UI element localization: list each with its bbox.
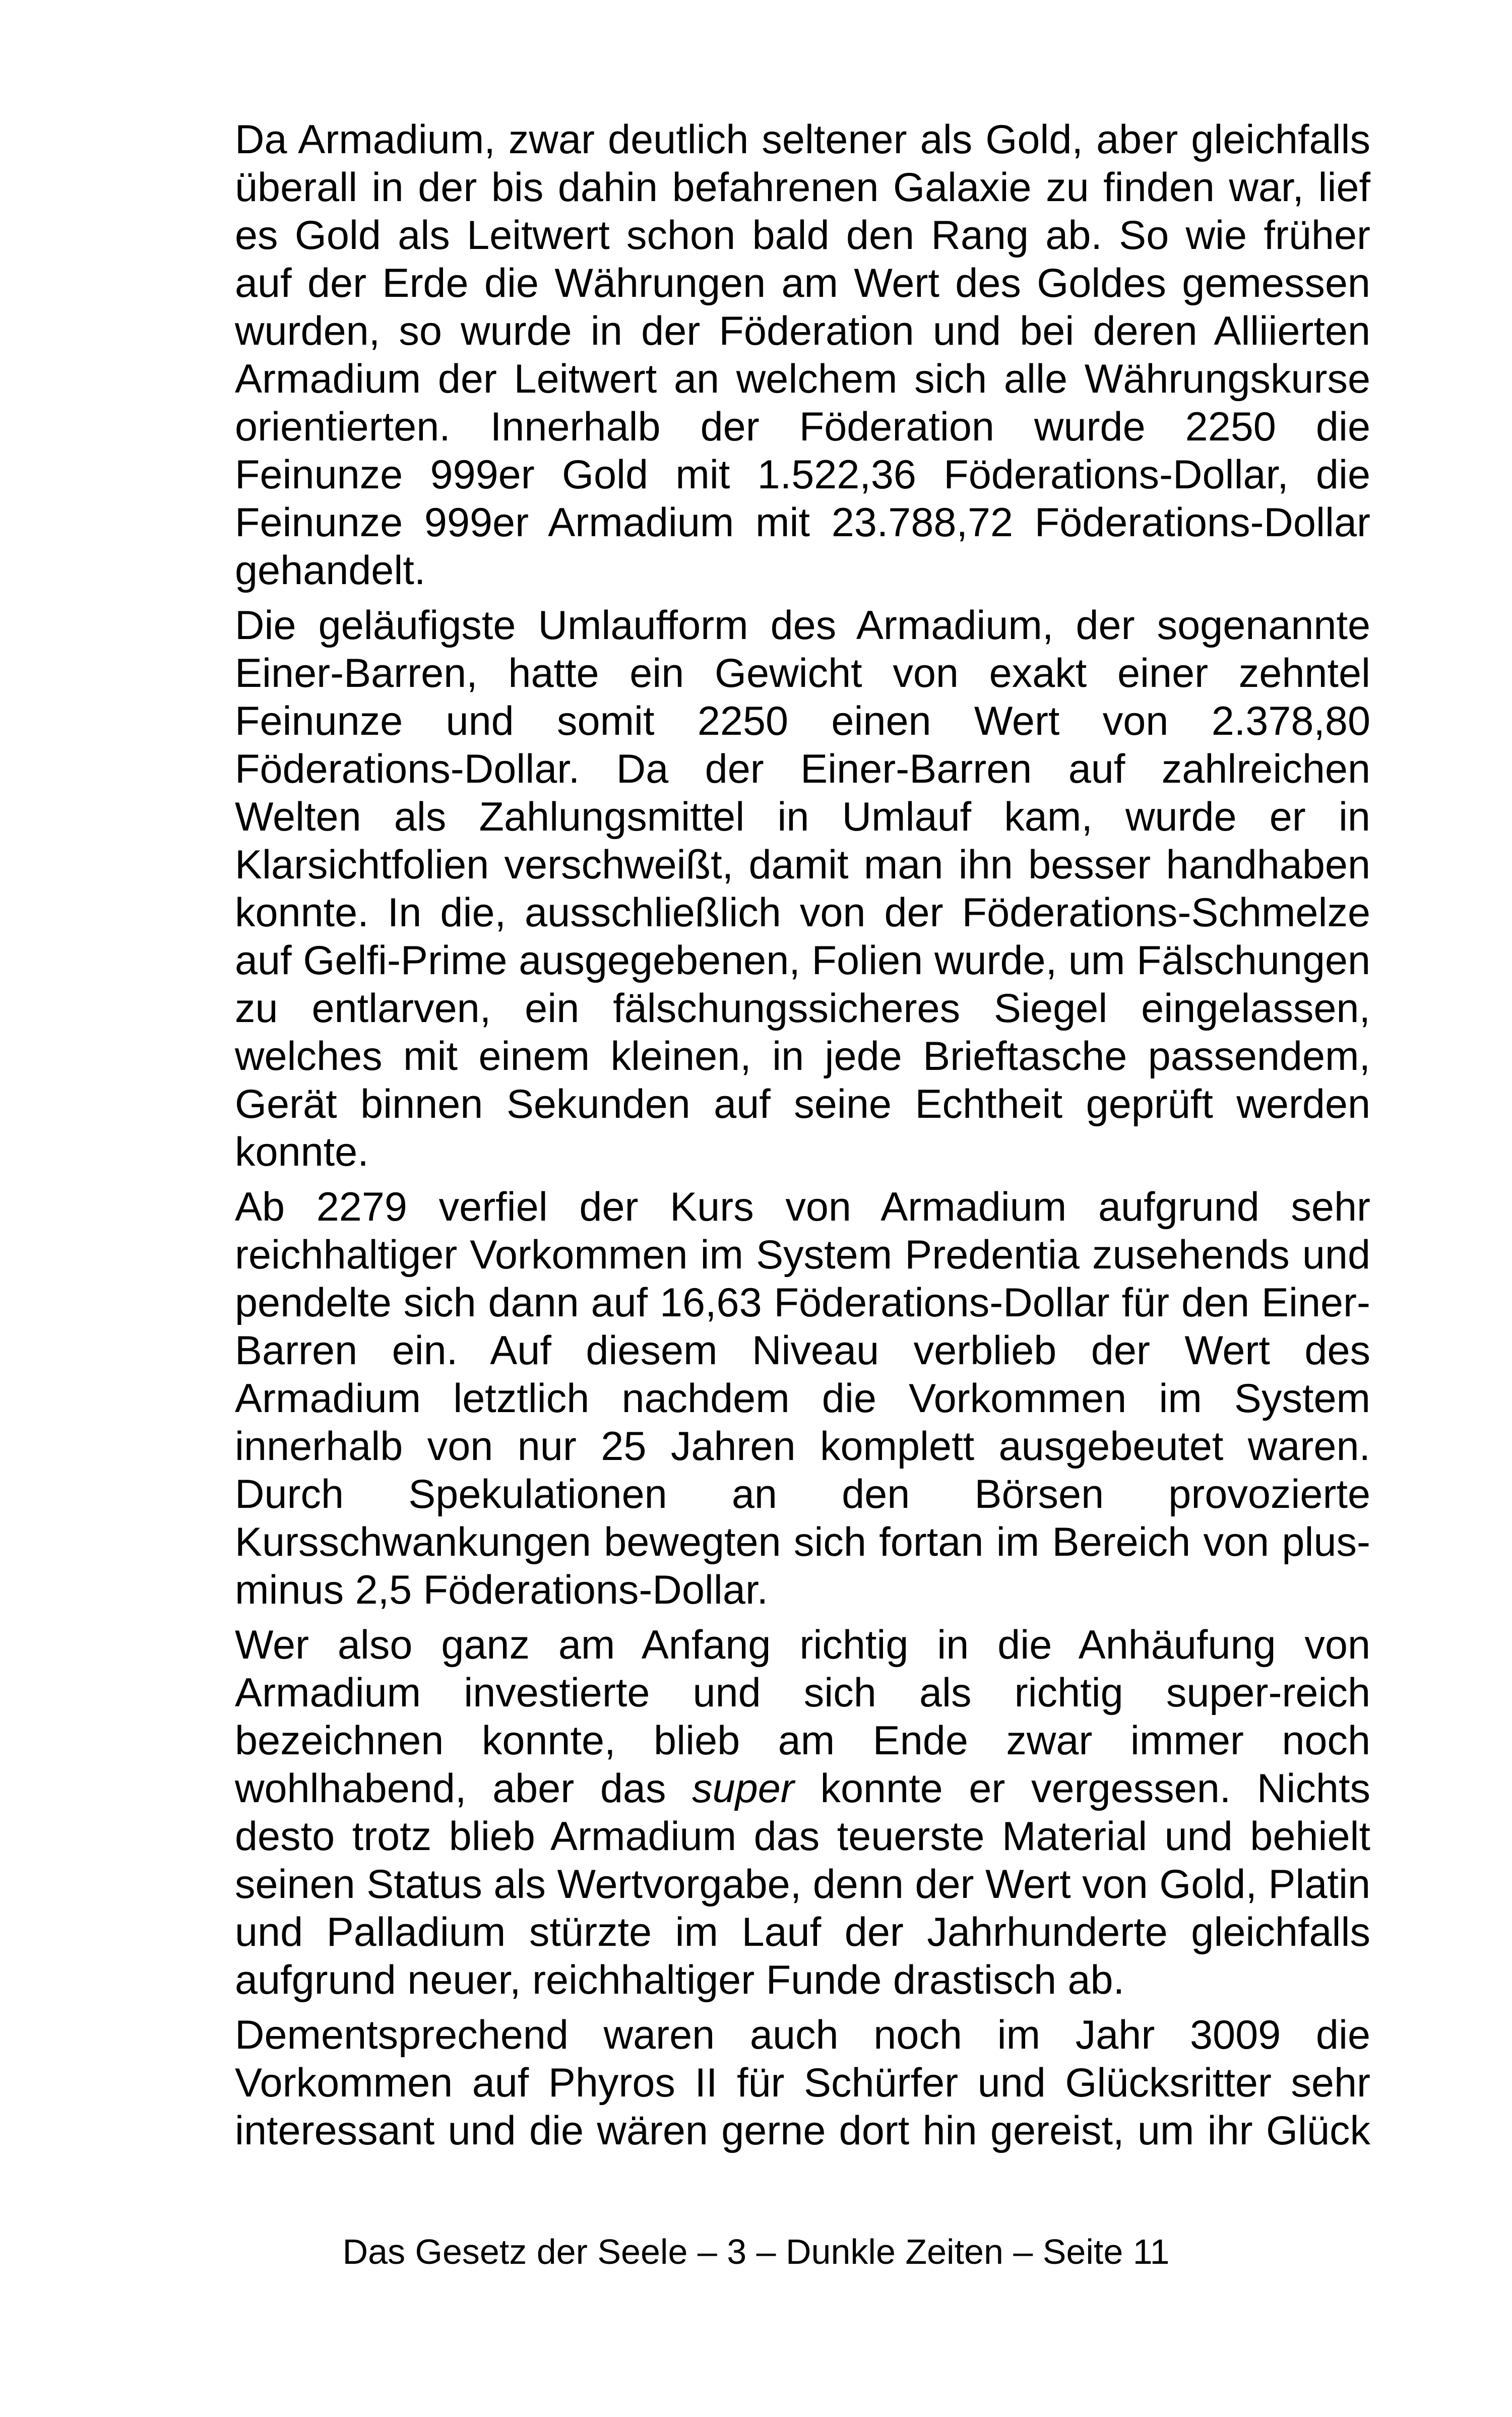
paragraph-5: Dementsprechend waren auch noch im Jahr 3009 die Vorkommen auf Phyros II für Schürfer und Glücksritter sehr interessant und die wären gerne dort hin gereist, um ihr Glück [235,2012,1370,2153]
paragraph-4-text-after: konnte er vergessen. Nichts desto trotz blieb Armadium das teuerste Material und behielt seinen Status als Wertvorgabe, denn der Wert von Gold, Platin und Palladium stürzte im Lauf der Jahrhunderte gleichfalls aufgrund neuer, reichhaltiger Funde drastisch ab. [235,1766,1370,2003]
body-text [235,116,1370,2162]
paragraph-4-text-before: Wer also ganz am Anfang richtig in die Anhäufung von Armadium investierte und sich als richtig super-reich bezeichnen konnte, blieb am Ende zwar immer noch wohlhabend, aber das [235,1622,1370,1811]
paragraph-1: Da Armadium, zwar deutlich seltener als Gold, aber gleichfalls überall in der bis dahin befahrenen Galaxie zu finden war, lief es Gold als Leitwert schon bald den Rang ab. So wie früher auf der Erde die Währungen am Wert des Goldes gemessen wurden, so wurde in der Föderation und bei deren Alliierten Armadium der Leitwert an welchem sich alle Währungskurse orientierten. Innerhalb der Föderation wurde 2250 die Feinunze 999er Gold mit 1.522,36 Föderations-Dollar, die Feinunze 999er Armadium mit 23.788,72 Föderations-Dollar gehandelt. [235,117,1370,593]
paragraph-4-emphasis: super [692,1766,794,1811]
paragraph-2: Die geläufigste Umlaufform des Armadium, der sogenannte Einer-Barren, hatte ein Gewicht von exakt einer zehntel Feinunze und somit 2250 einen Wert von 2.378,80 Föderations-Dollar. Da der Einer-Barren auf zahlreichen Welten als Zahlungsmittel in Umlauf kam, wurde er in Klarsichtfolien verschweißt, damit man ihn besser handhaben konnte. In die, ausschließlich von der Föderations-Schmelze auf Gelfi-Prime ausgegebenen, Folien wurde, um Fälschungen zu entlarven, ein fälschungssicheres Siegel eingelassen, welches mit einem kleinen, in jede Brieftasche passendem, Gerät binnen Sekunden auf seine Echtheit geprüft werden konnte. [235,603,1370,1175]
page-footer: Das Gesetz der Seele – 3 – Dunkle Zeiten – Seite 11 [342,2232,1170,2271]
paragraph-3: Ab 2279 verfiel der Kurs von Armadium aufgrund sehr reichhaltiger Vorkommen im System Predentia zusehends und pendelte sich dann auf 16,63 Föderations-Dollar für den Einer-Barren ein. Auf diesem Niveau verblieb der Wert des Armadium letztlich nachdem die Vorkommen im System innerhalb von nur 25 Jahren komplett ausgebeutet waren. Durch Spekulationen an den Börsen provozierte Kursschwankungen bewegten sich fortan im Bereich von plus-minus 2,5 Föderations-Dollar. [235,1184,1370,1613]
paragraph-4 [235,1621,1370,2004]
